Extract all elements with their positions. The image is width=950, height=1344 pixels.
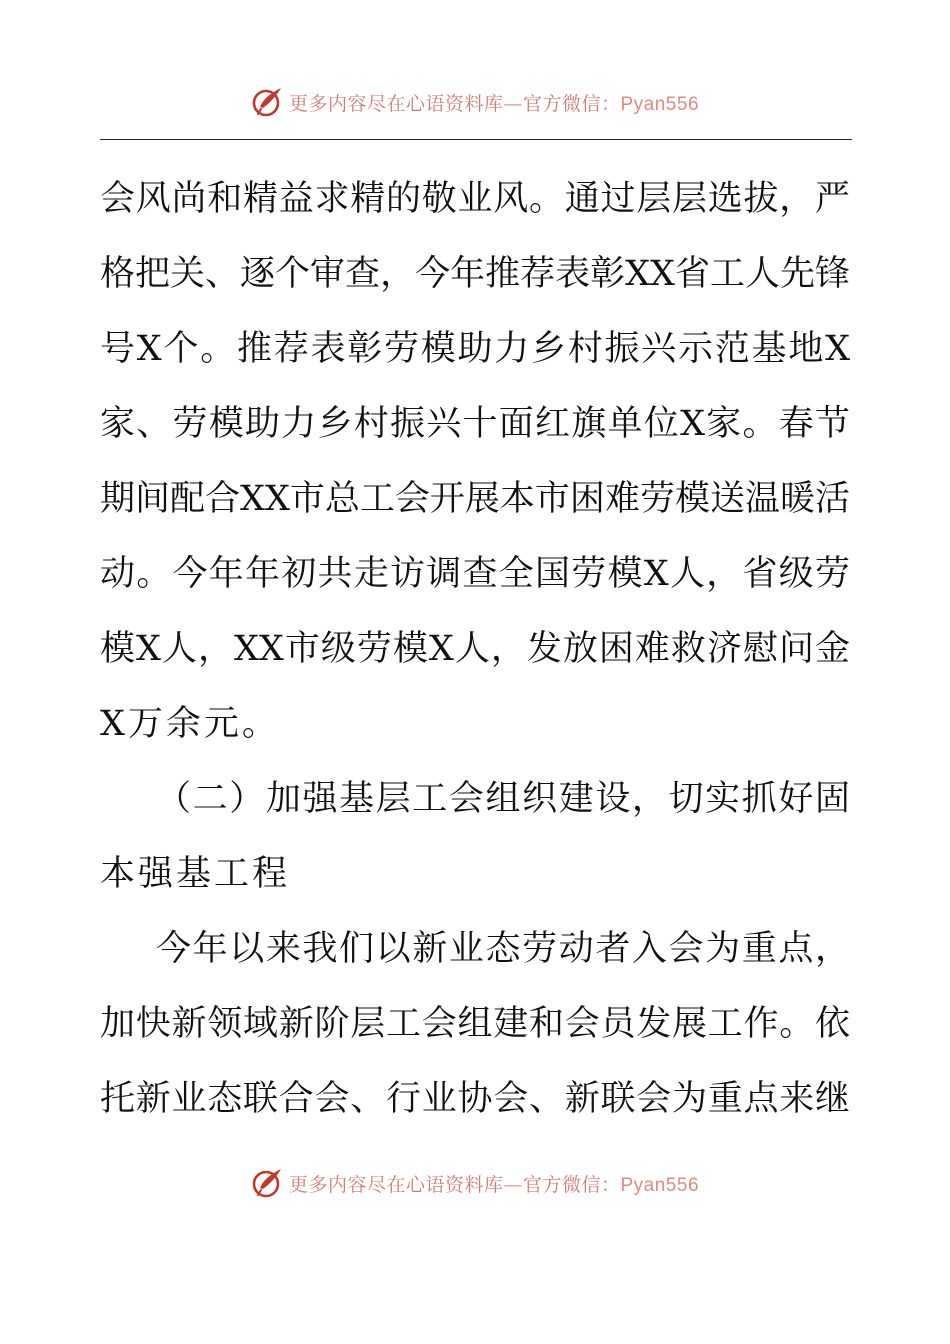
body-line: 加快新领域新阶层工会组建和会员发展工作。依	[100, 1004, 850, 1044]
banner-wechat-label: 官方微信：	[522, 92, 621, 115]
section-heading-line: （二）加强基层工会组织建设，切实抓好固	[156, 779, 850, 819]
banner-separator: —	[503, 92, 523, 115]
banner-text	[289, 1170, 699, 1197]
body-line: 今年以来我们以新业态劳动者入会为重点，	[156, 929, 850, 969]
banner-wechat-id: Pyan556	[620, 93, 700, 115]
body-line: 家、劳模助力乡村振兴十面红旗单位X家。春节	[100, 404, 850, 444]
banner-separator: —	[503, 1173, 523, 1196]
quill-logo-icon	[251, 1166, 285, 1200]
header-banner	[0, 82, 950, 122]
banner-site-text: 更多内容尽在心语资料库	[288, 92, 504, 115]
footer-banner	[0, 1163, 950, 1203]
banner-wechat-label: 官方微信：	[522, 1173, 621, 1196]
body-line: X万余元。	[100, 704, 280, 744]
banner-wechat-id: Pyan556	[620, 1174, 700, 1196]
body-text	[100, 162, 850, 1137]
header-rule	[100, 139, 852, 140]
banner-site-text: 更多内容尽在心语资料库	[288, 1173, 504, 1196]
body-line: 动。今年年初共走访调查全国劳模X人，省级劳	[100, 554, 850, 594]
section-heading-line: 本强基工程	[100, 854, 291, 894]
body-line: 模X人，XX市级劳模X人，发放困难救济慰问金	[100, 629, 850, 669]
body-line: 托新业态联合会、行业协会、新联会为重点来继	[100, 1079, 850, 1119]
body-line: 会风尚和精益求精的敬业风。通过层层选拔，严	[100, 179, 850, 219]
body-line: 期间配合XX市总工会开展本市困难劳模送温暖活	[100, 479, 850, 519]
quill-logo-icon	[251, 85, 285, 119]
banner-text	[289, 89, 699, 116]
body-line: 格把关、逐个审查，今年推荐表彰XX省工人先锋	[100, 254, 850, 294]
body-line: 号X个。推荐表彰劳模助力乡村振兴示范基地X	[100, 329, 850, 369]
